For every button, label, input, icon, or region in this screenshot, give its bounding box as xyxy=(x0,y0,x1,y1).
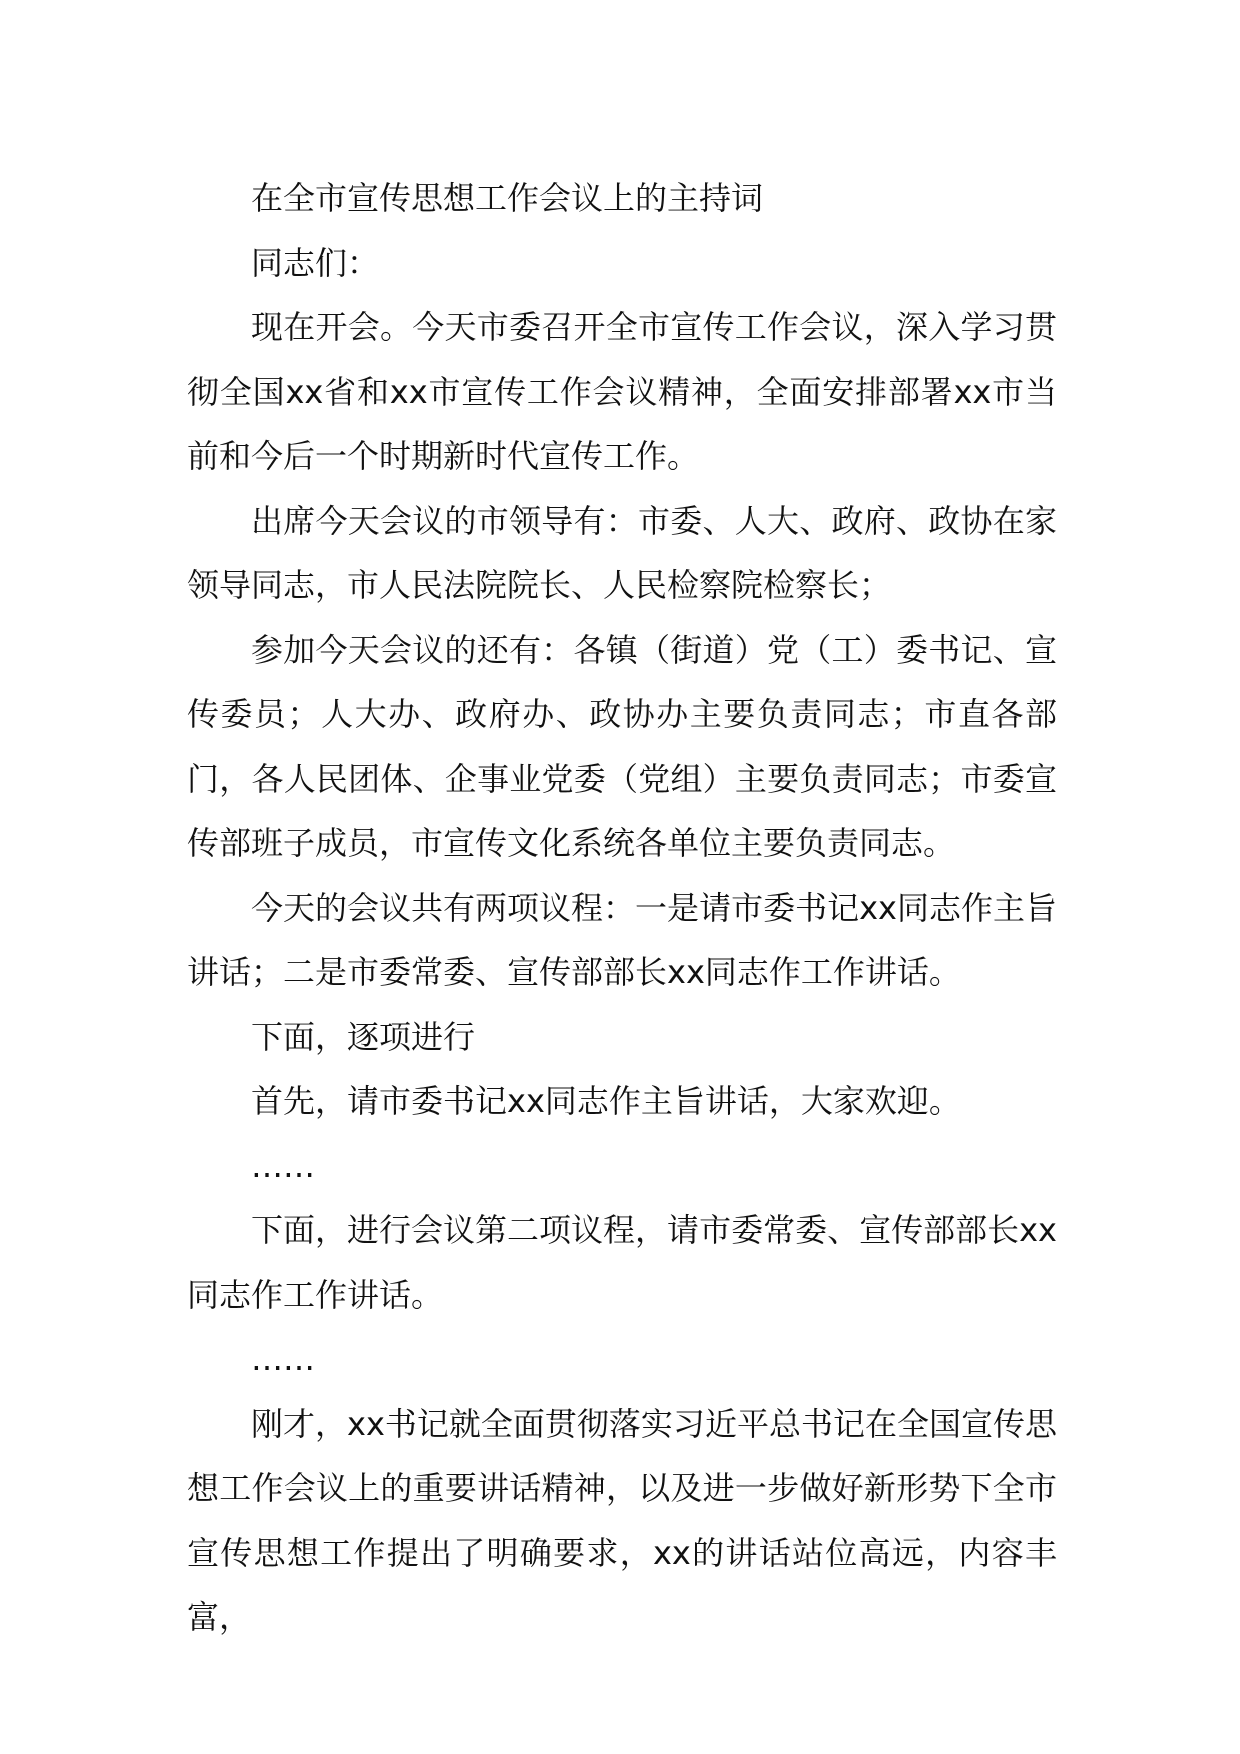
paragraph-agenda: 今天的会议共有两项议程：一是请市委书记xx同志作主旨讲话；二是市委常委、宣传部部长xx同志作工作讲话。 xyxy=(187,888,1057,991)
document-body xyxy=(187,166,1057,1650)
document-title: 在全市宣传思想工作会议上的主持词 xyxy=(251,179,764,217)
paragraph-second-item: 下面，进行会议第二项议程，请市委常委、宣传部部长xx同志作工作讲话。 xyxy=(187,1211,1057,1314)
paragraph-opening: 现在开会。今天市委召开全市宣传工作会议，深入学习贯彻全国xx省和xx市宣传工作会议精神，全面安排部署xx市当前和今后一个时期新时代宣传工作。 xyxy=(187,308,1057,475)
salutation: 同志们： xyxy=(251,243,380,282)
paragraph-proceed: 下面，逐项进行 xyxy=(251,1017,476,1056)
paragraph-summary: 刚才，xx书记就全面贯彻落实习近平总书记在全国宣传思想工作会议上的重要讲话精神，以及进一步做好新形势下全市宣传思想工作提出了明确要求，xx的讲话站位高远，内容丰富， xyxy=(187,1404,1057,1636)
ellipsis-2: …… xyxy=(251,1340,315,1378)
ellipsis-1: …… xyxy=(251,1146,315,1185)
paragraph-attending-leaders: 出席今天会议的市领导有：市委、人大、政府、政协在家领导同志，市人民法院院长、人民检察院检察长； xyxy=(187,501,1057,604)
paragraph-first-item: 首先，请市委书记xx同志作主旨讲话，大家欢迎。 xyxy=(251,1082,961,1120)
paragraph-participants: 参加今天会议的还有：各镇（街道）党（工）委书记、宣传委员；人大办、政府办、政协办主要负责同志；市直各部门，各人民团体、企事业党委（党组）主要负责同志；市委宣传部班子成员，市宣传文化系统各单位主要负责同志。 xyxy=(187,630,1057,862)
